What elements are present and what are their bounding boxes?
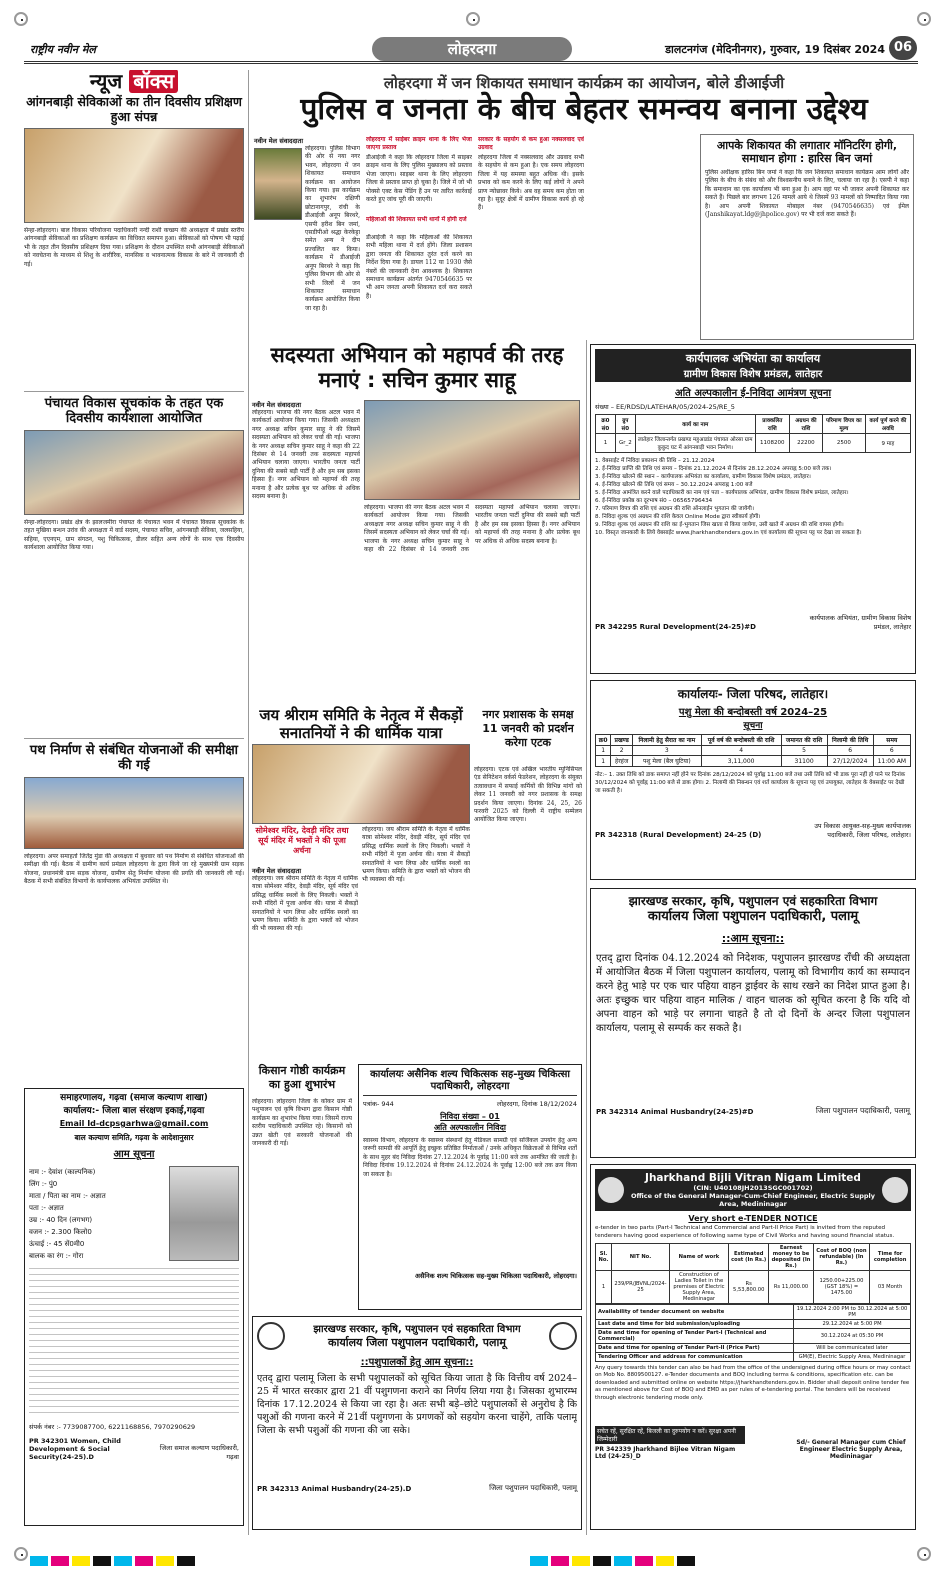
emblem-icon [549, 1322, 577, 1350]
workshop-photo [24, 430, 244, 515]
table-header: क्र0 [596, 735, 611, 746]
story-body: लोहरदगा। भाजपा की नगर बैठक अटल भवन में कार्यकर्ता आयोजन किया गया। जिसकी अध्यक्षता नगर अध्यक्ष सचिन कुमार साहू ने की जिसमें सदस्यता अभियान को लेकर चर्चा की गई। भाजपा के नगर अध्यक्ष सचिन कुमार साहू ने कहा की 22 दिसंबर से 14 जनवरी तक सदस्यता महापर्व अभियान चलाया जाएगा। भारतीय जनता पार्टी दुनिया की सबसे बड़ी पार्टी है और हम सब इसका हिस्सा हैं। नगर अभियान को महापर्व की तरह मनाना है और प्रत्येक बूथ पर अधिक से अधिक सदस्य बनाना है। [252, 409, 360, 501]
side-story [700, 134, 914, 340]
box-label: बॉक्स [129, 70, 178, 93]
condition-item: 3. ई-निविदा खोलने की स्थान – कार्यपालक अभियंता का कार्यालय, ग्रामीण विकास विशेष प्रमंडल, लातेहार। [595, 474, 811, 480]
story-body: लोहरदगा। अपर समाहर्ता जितेंद्र मुंडा की अध्यक्षता में बुधवार को पथ निर्माण से संबंधित योजनाओं की समीक्षा की गई। बैठक में ग्रामीण कार्य प्रमंडल लोहरदगा के द्वारा किये जा रहे मुख्यमंत्री ग्राम सड़क योजना, प्रधानमंत्री ग्राम सड़क योजना, ग्रामीण सेतु निर्माण योजना की प्रगति की जानकारी ली गई। बैठक में सभी संबंधित विभागों के कार्यपालक अभियंता उपस्थित थे। [24, 853, 244, 886]
table-cell: 6 [827, 746, 873, 756]
table-cell: Tendering Officer and address for communication [596, 1353, 794, 1362]
schedule-table [595, 1304, 911, 1362]
lead-paragraph: लोहरदगा जिला में नक्सलवाद और उग्रवाद सभी के सहयोग से कम हुआ है। एक समय लोहरदगा जिला में यह समस्या बहुत अधिक थी। इसके प्रभाव को कम करने के लिए कई लोगों ने अपने प्राण न्योछावर किये। अब वह समय कम होता जा रहा है। सुदूर क्षेत्रों में ग्रामीण विकास कार्य हो रहे हैं। [478, 154, 584, 212]
table-cell: 1 [596, 1271, 612, 1304]
ad-sub: ग्रामीण विकास विशेष प्रमंडल, लातेहार [683, 369, 823, 380]
ad-title: कार्यालयः असैनिक शल्य चिकित्सक सह-मुख्य चिकित्सा पदाधिकारी, लोहरदगा [363, 1069, 577, 1096]
ad-notice-title: ::पशुपालकों हेतु आम सूचना:: [360, 1357, 474, 1368]
ad-gov: झारखण्ड सरकार, कृषि, पशुपालन एवं सहकारिता विभाग [628, 894, 878, 908]
divider [24, 738, 244, 739]
table-cell: 5 [781, 746, 827, 756]
table-header: कार्य का नाम [635, 415, 755, 434]
field: ऊंचाई :- 45 सें0मी0 [29, 1240, 85, 1248]
story-headline: आंगनबाड़ी सेविकाओं का तीन दिवसीय प्रशिक्षण हुआ संपन्न [26, 94, 242, 124]
story-body: लोहरदगा। भाजपा की नगर बैठक अटल भवन में कार्यकर्ता आयोजन किया गया। जिसकी अध्यक्षता नगर अध्यक्ष सचिन कुमार साहू ने की जिसमें सदस्यता अभियान को लेकर चर्चा की गई। भाजपा के नगर अध्यक्ष सचिन कुमार साहू ने कहा की 22 दिसंबर से 14 जनवरी तक सदस्यता महापर्व अभियान चलाया जाएगा। भारतीय जनता पार्टी दुनिया की सबसे बड़ी पार्टी है और हम सब इसका हिस्सा हैं। नगर अभियान को महापर्व की तरह मनाना है और प्रत्येक बूथ पर अधिक से अधिक सदस्य बनाना है। [364, 504, 580, 554]
lead-paragraph: डीआईजी ने कहा कि महिलाओं की शिकायत सभी महिला थाना में दर्ज होंगे। जिला प्रशासन द्वारा जनता की शिकायत तुरंत दर्ज करने का निर्देश दिया गया है। डायल 112 या 1930 जैसे नंबरों की जानकारी देना आवश्यक है। शिकायत समाधान कार्यक्रम अंतर्गत 9470546635 पर भी आम जनता अपनी शिकायत दर्ज करा सकते हैं। [366, 234, 472, 300]
table-cell: 1 [596, 756, 611, 767]
jbvnl-logo-icon [598, 1177, 624, 1203]
ad-notice: अति अल्पकालीन ई-निविदा आमंत्रण सूचना [674, 388, 832, 399]
table-header: निलामी हेतु सैरात का नाम [632, 735, 701, 746]
column-rule [586, 340, 587, 1535]
story-body: लोहरदगा। लोहरदगा जिला के कोकर ग्राम में पशुपालन एवं कृषि विभाग द्वारा किसान गोष्ठी कार्यक्रम का शुभारंभ किया गया। जिसमें राज्य स्तरीय पदाधिकारी उपस्थित रहे। किसानों को उन्नत खेती एवं सरकारी योजनाओं की जानकारी दी गई। [252, 1098, 352, 1148]
field: नाम :- देवांश (काल्पनिक) [29, 1168, 96, 1176]
side-story-body: पुलिस अधीक्षक हारिस बिन जमां ने कहा कि जन शिकायत समाधान कार्यक्रम आम लोगों और पुलिस के बीच के संबंध को और विश्वसनीय बनाने के लिए, चलाया जा रहा है। एसपी ने कहा कि समाधान का एक कार्यालय भी बना हुआ है। आप वहां पर भी जाकर अपनी शिकायत कर सकते हैं। पिछले बार लगभग 126 मामले आये थे जिसमें 93 मामलों को निष्पादित किया गया है। आप अपनी शिकायत मोबाइल नंबर (9470546635) एवं ईमेल (Janshikayat.ldg@jhpolice.gov) पर भी दर्ज करा सकते हैं। [705, 169, 909, 219]
ad-notice-no: निविदा संख्या – 01 [440, 1112, 500, 1121]
table-header: पूर्व वर्ष की बन्दोबस्ती की राशि [701, 735, 781, 746]
ad-health-tender [358, 1064, 582, 1310]
table-cell: 1 [596, 434, 616, 453]
child-photo [169, 1166, 239, 1261]
table-cell: 11:00 AM [873, 756, 910, 767]
field: माता / पिता का नाम :- अज्ञात [29, 1192, 106, 1200]
table-header: निलामी की तिथि [827, 735, 873, 746]
ad-ref: PR 342301 Women, Child Development & Social Security(24-25).D [29, 1437, 121, 1461]
ad-signer: असैनिक शल्य चिकित्सक सह-मुख्य चिकित्सा पदाधिकारी, लोहरदगा। [415, 1272, 577, 1280]
ad-zila-parishad [590, 680, 916, 880]
table-cell: Last date and time for bid submission/uploading [596, 1320, 794, 1329]
table-header: Time for completion [870, 1244, 911, 1271]
tender-table [595, 1243, 911, 1304]
table-cell: Availability of tender document on website [596, 1305, 794, 1320]
ad-notes: Any query towards this tender can also be had from the office of the undersigned during office hours or may contact on Mob No. 8809500127. e-Tender documents and BOQ including terms & conditions, specification etc. can be downloaded and submitted online on website https://jharkhandtenders.gov.in. Bidder shall deposit online tender fee as mentioned above for Cost of BOQ and EMD as per rules of e-tendering portal. The tenders will be received through electronic tendering mode only. [595, 1365, 911, 1401]
ad-sub: पशु मेला की बन्दोबस्ती वर्ष 2024–25 [678, 707, 828, 718]
table-cell: 19.12.2024 2:00 PM to 30.12.2024 at 5:00 PM [794, 1305, 911, 1320]
lead-paragraph: डीआईजी ने कहा कि लोहरदगा जिला में साइबर क्राइम थाना के लिए पुलिस मुख्यालय को प्रस्ताव भेजा जाएगा। साइबर थाना के लिए लोहरदगा जिला से प्रस्ताव प्राप्त हो चुका है। जिले में जो भी पोक्सो एक्ट केस पेंडिंग हैं उन पर त्वरित कार्रवाई करते हुए जांच पूरी की जाएगी। [366, 154, 472, 204]
child-details [29, 1166, 169, 1262]
condition-item: 10. विस्तृत जानकारी के लिये वेबसाईट www.jharkhandtenders.gov.in एवं कार्यालय की सूचना पट्ट पर देखा जा सकता है। [595, 530, 862, 536]
ad-signer: जिला समाज कल्याण पदाधिकारी, गढ़वा [159, 1444, 239, 1461]
condition-item: 8. निविदा शुल्क एवं अग्रधन की राशि केवल Online Mode द्वारा स्वीकार्य होगी। [595, 514, 761, 520]
ad-signer: Sd/- General Manager cum Chief Engineer Electric Supply Area, Medininagar [796, 1439, 906, 1460]
condition-item: 9. निविदा शुल्क एवं अग्रधन की राशि का ई-भुगतान जिस खाता से किया जायेगा, उसी खाते में अग्रधन की राशि वापस होगी। [595, 522, 844, 528]
ad-note: नोट:– 1. उक्त तिथि को डाक समाप्त नहीं होने पर दिनांक 28/12/2024 को पूर्वाह्न 11:00 बजे तथा उसी तिथि को भी डाक पूरा नहीं हो पाने पर दिनांक 30/12/2024 को पूर्वाह्न 11:00 बजे से डाक होगा। 2. निलामी की निबन्धन एवं शर्त कार्यालय के सूचना पट्ट एवं उपायुक्त, लातेहार के वेबसाईट पर देखी जा सकती है। [595, 772, 906, 794]
color-swatch [114, 1556, 132, 1566]
table-cell: Date and time for opening of Tender Part-I (Technical and Commercial) [596, 1329, 794, 1344]
ad-office: Office of the General Manager-Cum-Chief Engineer, Electric Supply Area, Medininagar [631, 1192, 875, 1208]
photo-caption: सोमेश्वर मंदिर, देवड़ी मंदिर तथा सूर्य मंदिर में भक्तों ने की पूजा अर्चना [255, 826, 349, 855]
registration-mark [917, 12, 931, 26]
yatra-photo [252, 744, 470, 824]
table-cell: 30.12.2024 at 05:30 PM [794, 1329, 911, 1344]
table-cell: पशु मेला (बैल घुटिया) [632, 756, 701, 767]
table-header: Earnest money to be deposited (In Rs.) [769, 1244, 813, 1271]
color-swatch [551, 1556, 569, 1566]
bjp-meeting-photo [364, 400, 580, 500]
field: बालक का रंग :- गोरा [29, 1252, 84, 1260]
ad-ref: PR 342313 Animal Husbandry(24-25).D [257, 1485, 412, 1493]
ad-ref: PR 342314 Animal Husbandry(24-25)#D [596, 1108, 754, 1116]
color-swatch [635, 1556, 653, 1566]
lead-paragraph: लोहरदगा। पुलिस विभाग की ओर से नया नगर भवन, लोहरदगा में जन शिकायत समाधान कार्यक्रम का आयोजन किया गया। इस कार्यक्रम का शुभारंभ दक्षिणी छोटानागपुर, रांची के डीआईजी अनूप बिरथरे, एसपी हरीश बिन जमां, एसडीपीओ श्रद्धा केरकेट्टा समेत अन्य ने दीप प्रज्वलित कर किया। कार्यक्रम में डीआईजी अनूप बिरथरे ने कहा कि पुलिस विभाग की ओर से सभी जिलों में जन शिकायत समाधान कार्यक्रम आयोजित किया जा रहा है। [305, 145, 360, 312]
masthead: राष्ट्रीय नवीन मेल [30, 43, 96, 56]
ad-vehicle-notice [590, 888, 916, 1158]
field: पता :- अज्ञात [29, 1204, 64, 1212]
color-bar [530, 1551, 698, 1561]
byline: नवीन मेल संवाददाता [252, 401, 301, 409]
field: लिंग :- पुं0 [29, 1180, 58, 1188]
ad-office: कार्यालय जिला पशुपालन पदाधिकारी, पलामू [647, 909, 859, 924]
table-cell: हेरहंज [611, 756, 633, 767]
ad-ref: PR 342339 Jharkhand Bijlee Vitran Nigam Ltd (24-25)_D [595, 1446, 736, 1460]
byline: नवीन मेल संवाददाता [252, 867, 301, 875]
color-swatch [51, 1556, 69, 1566]
byline: नवीन मेल संवाददाता [254, 137, 303, 145]
condition-item: 2. ई-निविदा प्राप्ति की तिथि एवं समय – दिनांक 21.12.2024 से दिनांक 28.12.2024 अपराह्न 5:00 बजे तक। [595, 466, 832, 472]
table-cell: Will be communicated later [794, 1344, 911, 1353]
lead-subhead: लोहरदगा में साईबर क्राइम थाना के लिए भेजा जाएगा प्रस्ताव [366, 136, 472, 152]
ad-signer: जिला पशुपालन पदाधिकारी, पलामू [489, 1484, 577, 1492]
table-header: प्रखण्ड [611, 735, 633, 746]
lead-headline: पुलिस व जनता के बीच बेहतर समन्वय बनाना उद्देश्य [300, 92, 868, 127]
registration-mark [14, 1547, 28, 1561]
ad-office: कार्यालय:- जिला बाल संरक्षण इकाई,गढ़वा [63, 1106, 205, 1116]
ad-gov: झारखण्ड सरकार, कृषि, पशुपालन एवं सहकारिता विभाग [313, 1324, 521, 1335]
table-cell: 27/12/2024 [827, 756, 873, 767]
news-box-label [24, 70, 244, 92]
ad-ref: PR 342318 (Rural Development) 24-25 (D) [595, 831, 762, 839]
column-rule [248, 70, 249, 1535]
color-swatch [593, 1556, 611, 1566]
story-body: लोहरदगा। जय श्रीराम समिति के नेतृत्व में धार्मिक यात्रा सोमेश्वर मंदिर, देवड़ी मंदिर, सूर्य मंदिर एवं प्रसिद्ध धार्मिक स्थलों के लिए निकली। भक्तों ने सभी मंदिरों में पूजा अर्चना की। यात्रा में सैकड़ों सनातनियों ने भाग लिया और धार्मिक स्थलों का भ्रमण किया। समिति के द्वारा भक्तों को भोजन की भी व्यवस्था की गई। [362, 826, 470, 884]
table-header: Name of work [669, 1244, 728, 1271]
table-cell: 2500 [822, 434, 865, 453]
condition-item: 5. ई-निविदा आमंत्रित करने वाले पदाधिकारी का नाम एवं पता – कार्यपालक अभियंता, ग्रामीण विकास विशेष प्रमंडल, लातेहार। [595, 490, 849, 496]
story-headline: पथ निर्माण से संबंधित योजनाओं की समीक्षा की गई [29, 743, 239, 773]
lead-subhead: महिलाओं की शिकायत सभी थानों में होगी दर्ज [366, 216, 467, 223]
table-header: प्राक्कलित राशि [755, 415, 789, 434]
story-body: लोहरदगा। एटक एवं अखिल भारतीय म्युनिसिपल एंड सेनिटेशन वर्कर्स फेडरेशन, लोहरदगा के संयुक्त तत्वावधान में सफाई कर्मियों की विभिन्न मांगों को लेकर 11 जनवरी को नगर प्रशासक के समक्ष प्रदर्शन किया जाएगा। दिनांक 24, 25, 26 फरवरी 2025 को दिल्ली में राष्ट्रीय सम्मेलन आयोजित किया जाएगा। [474, 766, 582, 824]
table-cell: 1108200 [755, 434, 789, 453]
table-cell: Rs 5,53,800.00 [728, 1271, 768, 1304]
color-swatch [72, 1556, 90, 1566]
lead-subhead: सरकार के सहयोग से कम हुआ नक्सलवाद एवं उग्रवाद [478, 136, 584, 152]
ad-notice: Very short e-TENDER NOTICE [688, 1214, 818, 1223]
ad-signer: कार्यपालक अभियंता, ग्रामीण विकास विशेष प्रमंडल, लातेहार [809, 614, 911, 631]
fine-print [29, 1268, 239, 1418]
color-swatch [156, 1556, 174, 1566]
ad-animal-census [252, 1316, 582, 1530]
ad-slogan: सचेत रहें, सुरक्षित रहें, बिजली का दुरुपयोग न करें। सुरक्षा अपनी जिम्मेदारी [595, 1426, 745, 1444]
ad-rural-tender [590, 344, 916, 674]
color-swatch [135, 1556, 153, 1566]
color-swatch [93, 1556, 111, 1566]
table-cell: 4 [701, 746, 781, 756]
ad-garhwa-notice [24, 1088, 244, 1526]
ad-intro: e-tender in two parts (Part-I Technical and Commercial and Part-II Price Part) is invited from the reputed tenderers having good experience of following same type of Civil Works and having sound financial status. [595, 1225, 895, 1239]
table-cell: Date and time for opening of Tender Part-II (Price Part) [596, 1344, 794, 1353]
table-header: कार्य पूर्ण करने की अवधि [865, 415, 910, 434]
ad-cin: (CIN: U40108JH2013SGC001702) [693, 1184, 813, 1192]
table-cell: 239/PR/JBVNL/2024-25 [611, 1271, 669, 1304]
color-swatch [30, 1556, 48, 1566]
section-title: लोहरदगा [372, 37, 572, 61]
ad-signer: उप विकास आयुक्त-सह-मुख्य कार्यपालक पदाधिकारी, जिला परिषद, लातेहार। [814, 822, 911, 839]
table-cell: Rs 11,000.00 [769, 1271, 813, 1304]
emblem-icon [882, 1177, 908, 1203]
table-cell: Gr_2 [615, 434, 635, 453]
condition-item: 1. वेबसाईट में निविदा प्रकाशन की तिथि – 21.12.2024 [595, 458, 715, 464]
field: वजन :- 2.300 किलो0 [29, 1228, 92, 1236]
color-swatch [656, 1556, 674, 1566]
table-cell: 22200 [789, 434, 822, 453]
ad-patrank: पत्रांक- 944 [363, 1100, 394, 1108]
condition-item: 7. परिमाण विपत्र की राशि एवं अग्रधन की राशि ऑनलाईन भुगतान की जायेगी। [595, 506, 754, 512]
ad-notice-type: अति अल्पकालीन निविदा [434, 1123, 506, 1132]
table-cell: 3,11,000 [701, 756, 781, 767]
table-row [596, 756, 911, 767]
ad-jbvnl-tender [590, 1164, 916, 1530]
story-body: सेन्हा-लोहरदगा। प्रखंड क्षेत्र के झालजमीरा पंचायत के पंचायत भवन में पंचायत विकास सूचकांक के तहत मुखिया बन्धन उरांव की अध्यक्षता में वार्ड सदस्य, पंचायत सचिव, आंगनबाड़ी सेविका, जलसहिया, सहिया, एएनएम, ग्राम संगठन, पशु चिकित्सक, डीलर सहित अन्य लोगों के साथ एक दिवसीय कार्यशाला आयोजित किया गया। [24, 519, 244, 552]
story-headline: सदस्यता अभियान को महापर्व की तरह मनाएं : सचिन कुमार साहू [270, 343, 564, 392]
ad-date: लोहरदगा, दिनांक 18/12/2024 [496, 1100, 577, 1108]
table-cell: 1 [596, 746, 611, 756]
condition-item: 6. ई-निविदा प्रकोष्ठ का दूरभाष सं0 – 06565796434 [595, 498, 713, 504]
table-cell: लातेहार जिलान्तर्गत प्रखण्ड महुआडांड पंचायत ओरसा ग्राम कुकुद घट में आंगनबाड़ी भवन निर्माण। [635, 434, 755, 453]
ad-ref-no: संख्या – EE/RDSD/LATEHAR/05/2024-25/RE_5 [595, 403, 735, 411]
table-header: जमानत की राशि [781, 735, 827, 746]
table-header: क्र0 सं0 [596, 415, 616, 434]
table-header: NIT No. [611, 1244, 669, 1271]
table-cell: 31100 [781, 756, 827, 767]
ad-title: कार्यालयः- जिला परिषद, लातेहार। [677, 687, 829, 701]
table-cell: 29.12.2024 at 5:00 PM [794, 1320, 911, 1329]
table-header: परिमाण विपत्र का मूल्य [822, 415, 865, 434]
color-swatch [177, 1556, 195, 1566]
story-column [252, 866, 358, 1056]
news-box [24, 70, 244, 1080]
table-header: समय [873, 735, 910, 746]
ad-body: एतद् द्वारा पलामू जिला के सभी पशुपालकों को सूचित किया जाता है कि वित्तीय वर्ष 2024–25 में भारत सरकार द्वारा 21 वीं पशुगणना कराने का निर्णय लिया गया है। जिसका शुभारम्भ दिनांक 17.12.2024 से किया जा रहा है। अतः सभी बड़े–छोटे पशुपालकों से अनुरोध है कि पशुओं की गणना करने में 21वीं पशुगणना के प्रगणकों को सहयोग करना चाहेंगे, ताकि पलामू जिला के सभी पशुओं की गणना की जा सके। [257, 1373, 577, 1436]
meeting-photo [24, 777, 244, 849]
dateline: डालटनगंज (मेदिनीनगर), गुरुवार, 19 दिसंबर 2024 [665, 43, 885, 56]
auction-table [595, 734, 911, 767]
table-cell: 2 [611, 746, 633, 756]
table-cell: 9 माह [865, 434, 910, 453]
story-headline: जय श्रीराम समिति के नेतृत्व में सैकड़ों सनातनियों ने की धार्मिक यात्रा [259, 706, 463, 742]
ad-notice: सूचना [743, 721, 763, 731]
registration-mark [917, 1547, 931, 1561]
field: उम्र :- 40 दिन (लगभग) [29, 1216, 93, 1224]
ad-dept: समाहरणालय, गढ़वा (समाज कल्याण शाखा) [60, 1093, 208, 1103]
news-label: न्यूज [89, 70, 123, 93]
ad-title: कार्यपालक अभियंता का कार्यालय [685, 352, 821, 365]
story-body: लोहरदगा। जय श्रीराम समिति के नेतृत्व में धार्मिक यात्रा सोमेश्वर मंदिर, देवड़ी मंदिर, सूर्य मंदिर एवं प्रसिद्ध धार्मिक स्थलों के लिए निकली। भक्तों ने सभी मंदिरों में पूजा अर्चना की। यात्रा में सैकड़ों सनातनियों ने भाग लिया और धार्मिक स्थलों का भ्रमण किया। समिति के द्वारा भक्तों को भोजन की भी व्यवस्था की गई। [252, 875, 358, 933]
story-column [252, 400, 360, 700]
table-cell: 1250.00+225.00 (GST 18%) = 1475.00 [813, 1271, 870, 1304]
story-headline: नगर प्रशासक के समक्ष 11 जनवरी को प्रदर्शन करेगा एटक [482, 708, 574, 749]
ad-ref: PR 342295 Rural Development(24-25)#D [595, 623, 756, 631]
table-header: Cost of BOQ (non refundable) (In Rs.) [813, 1244, 870, 1271]
lead-body [254, 136, 584, 336]
ad-office: कार्यालय जिला पशुपालन पदाधिकारी, पलामू [328, 1336, 506, 1349]
tender-table [595, 414, 911, 453]
color-swatch [530, 1556, 548, 1566]
story-headline: पंचायत विकास सूचकांक के तहत एक दिवसीय कार्यशाला आयोजित [44, 396, 224, 426]
tender-conditions [595, 457, 911, 613]
table-row [596, 434, 911, 453]
table-header: ग्रुप सं0 [615, 415, 635, 434]
lead-kicker: लोहरदगा में जन शिकायत समाधान कार्यक्रम का आयोजन, बोले डीआईजी [383, 74, 785, 92]
condition-item: 4. ई-निविदा खोलने की तिथि एवं समय – 30.12.2024 अपराह्न 1:00 बजे [595, 482, 753, 488]
table-header: अग्रधन की राशि [789, 415, 822, 434]
ad-title: Jharkhand Bijli Vitran Nigam Limited [645, 1172, 861, 1184]
emblem-icon [257, 1322, 285, 1350]
table-header: Estimated cost (In Rs.) [728, 1244, 768, 1271]
story-headline: किसान गोष्ठी कार्यक्रम का हुआ शुभारंभ [258, 1064, 346, 1091]
table-cell: Construction of Ladies Toilet in the premises of Electric Supply Area, Medininagar [669, 1271, 728, 1304]
ad-body: स्वास्थ्य विभाग, लोहरदगा के स्वास्थ्य संस्थानों हेतु मेडिकल सामग्री एवं सर्जिकल उपयोग हेतु अन्य जरूरी सामग्री की आपूर्ति हेतु इच्छुक प्रतिष्ठित निर्माताओं / उनके अधिकृत विक्रेताओं से विभिन्न शर्तों के साथ मुहर बंद निविदा दिनांक 27.12.2024 के पूर्वाह्न 11:00 बजे तक आमंत्रित की जाती है। निविदा दिनांक 19.12.2024 से दिनांक 24.12.2024 के पूर्वाह्न 12:00 बजे तक क्रय किया जा सकता है। [363, 1137, 577, 1178]
divider [24, 391, 244, 392]
page-number: 06 [889, 36, 917, 60]
dig-photo [254, 148, 302, 220]
story-body: सेन्हा-लोहरदगा। बाल विकास परियोजना पदाधिकारी नन्दी राशी कच्छप की अध्यक्षता में प्रखंड स्तरीय आंगनबाड़ी सेविकाओं का प्रशिक्षण कार्यक्रम का विधिवत समापन हुआ। सेविकाओं को पोषण भी पढ़ाई भी के तहत तीन दिवसीय प्रशिक्षण दिया गया। प्रशिक्षण के दौरान उपस्थित सभी आंगनबाड़ी सेविकाओं को नवचेतना के माध्यम से शिशु के शारीरिक, मानसिक व भावनात्मक विकास के बारे में जानकारी दी गई। [24, 227, 244, 268]
color-swatch [677, 1556, 695, 1566]
table-header: Sl. No. [596, 1244, 612, 1271]
ad-notice-title: आम सूचना [113, 1149, 155, 1160]
ad-sub: बाल कल्याण समिति, गढ़वा के आदेशानुसार [74, 1133, 194, 1142]
registration-mark [14, 12, 28, 26]
side-story-headline: आपके शिकायत की लगातार मॉनिटरिंग होगी, समाधान होगा : हारिस बिन जमां [716, 139, 898, 165]
table-cell: 03 Month [870, 1271, 911, 1304]
ad-signer: जिला पशुपालन पदाधिकारी, पलामू [815, 1106, 910, 1115]
color-swatch [572, 1556, 590, 1566]
color-swatch [614, 1556, 632, 1566]
table-cell: 3 [632, 746, 701, 756]
ad-notice-title: ::आम सूचना:: [721, 932, 785, 945]
training-photo [24, 128, 244, 223]
contact-numbers: संपर्क नंबर :- 7739087700, 6221168856, 7970290629 [29, 1423, 196, 1431]
ad-body: एतद् द्वारा दिनांक 04.12.2024 को निदेशक, पशुपालन झारखण्ड राँची की अध्यक्षता में आयोजित बैठक में जिला पशुपालन कार्यालय, पलामू को विभागीय कार्य का सम्पादन करने हेतु भाड़े पर एक चार पहिया वाहन ड्राईवर के साथ रखने का निदेश प्राप्त हुआ है। अतः इच्छुक चार पहिया वाहन मालिक / वाहन चालक को सूचित करना है कि यदि वो अपना वाहन को भाड़े पर लगाना चाहते है तो दो दिनों के अन्दर जिला पशुपालन कार्यालय, पलामू से सम्पर्क कर सकते है। [596, 953, 910, 1034]
table-cell: 6 [873, 746, 910, 756]
registration-mark [466, 12, 480, 26]
table-cell: GM(E), Electric Supply Area, Medininagar [794, 1353, 911, 1362]
color-bar [30, 1551, 198, 1561]
table-row [596, 1271, 911, 1304]
ad-email: Email Id-dcpsgarhwa@gmail.com [59, 1119, 209, 1128]
